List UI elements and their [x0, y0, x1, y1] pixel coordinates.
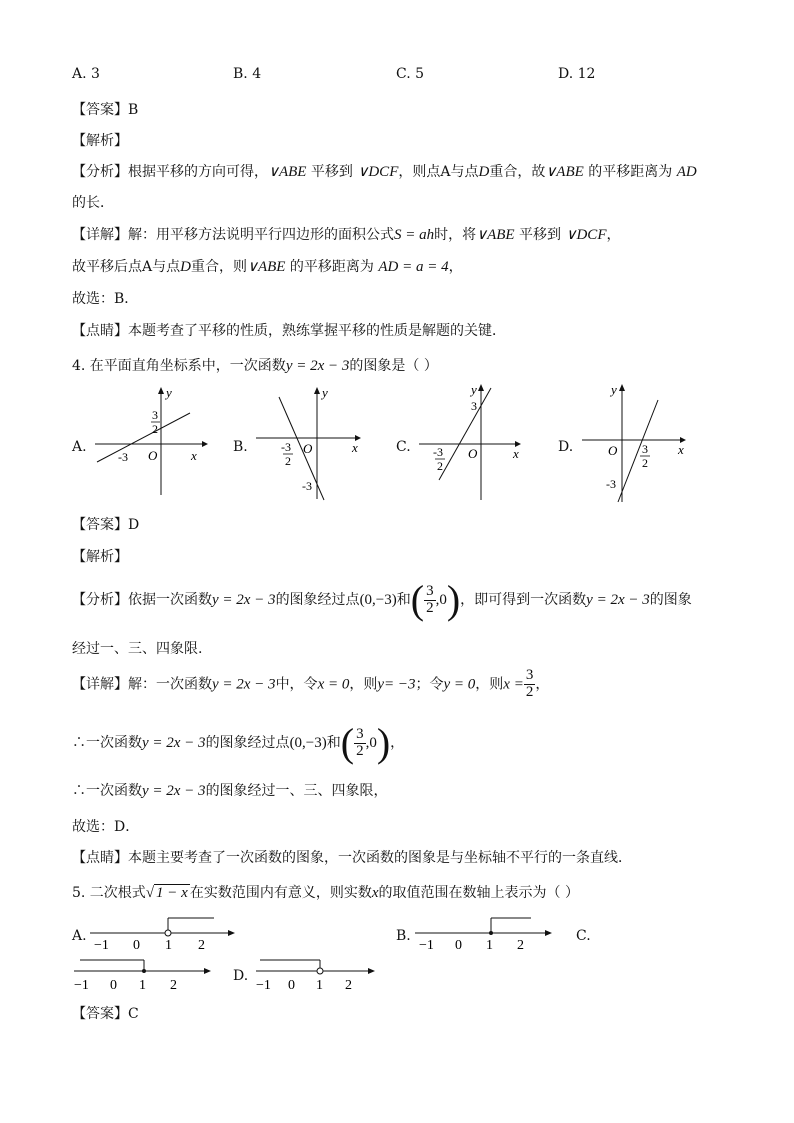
arrow-icon [204, 968, 211, 974]
text: 的取值范围在数轴上表示为（ ） [378, 885, 579, 901]
option-c: C. 5 [396, 66, 425, 82]
text: ；令 [415, 676, 444, 693]
math: AD = a = 4 [378, 259, 449, 275]
text: ， [535, 676, 550, 693]
q3-detail-line2 [72, 256, 463, 276]
text: ， [606, 227, 621, 243]
tick: 2 [170, 978, 177, 993]
text: 在实数范围内有意义，则实数 [189, 885, 372, 901]
q3-analysis [72, 161, 697, 181]
math: ∨ABE [268, 164, 307, 180]
tick: 0 [110, 978, 117, 993]
fraction [524, 668, 536, 701]
q3-comment [72, 320, 506, 340]
graph-d-label: D. [558, 439, 574, 455]
tick: 0 [133, 938, 140, 952]
y-tick: -3 [302, 479, 312, 493]
denominator: 2 [426, 599, 434, 616]
x-label: x [513, 446, 519, 461]
text: 本题主要考查了一次函数的图象，一次函数的图象是与坐标轴不平行的一条直线． [128, 850, 632, 866]
x-label: x [352, 440, 358, 455]
q5-stem [72, 882, 579, 902]
text: ，则 [349, 676, 378, 693]
function-line [97, 413, 190, 462]
q4-comment [72, 847, 632, 867]
answer-tag: 【答案】 [72, 102, 128, 118]
text: 中，令 [275, 676, 318, 693]
graph-a-label: A. [72, 439, 87, 455]
text: ，则点A与点 [398, 164, 479, 180]
math: ∨ABE [246, 259, 286, 275]
math: D [478, 164, 490, 180]
tick: 0 [288, 978, 295, 993]
math: x = [503, 676, 524, 693]
q4-stem [72, 355, 438, 375]
q4-so2 [72, 780, 388, 800]
number-line-c [72, 957, 222, 997]
number-line-a [88, 912, 238, 952]
sqrt-icon: √ [145, 885, 155, 901]
answer-tag: 【答案】 [72, 1006, 128, 1022]
text: 的平移距离为 [583, 164, 677, 180]
q4-so1 [72, 720, 405, 765]
text: 本题考查了平移的性质，熟练掌握平移的性质是解题的关键． [128, 323, 506, 339]
option-b: B. 4 [233, 66, 262, 82]
math: y = 0 [443, 676, 476, 693]
graph-b-label: B. [233, 439, 248, 455]
point: (0,−3) [359, 592, 397, 608]
y-arrow-icon [158, 387, 164, 394]
y-tick: -3 [606, 477, 616, 491]
number-line-b [413, 912, 563, 952]
text: 重合，则 [190, 259, 247, 275]
closed-dot [489, 931, 493, 935]
text: 4. 在平面直角坐标系中，一次函数 [72, 358, 286, 374]
answer-value: B [128, 102, 139, 118]
graph-d [578, 380, 690, 504]
point-tail: ,0 [365, 735, 377, 751]
math: x = 0 [317, 676, 350, 693]
y-tick-num: 3 [152, 408, 158, 422]
numerator: 3 [356, 725, 364, 742]
text: 的平移距离为 [285, 259, 379, 275]
q4-choice: 故选：D． [72, 819, 140, 835]
q3-detail [72, 224, 620, 244]
math: AD [676, 164, 697, 180]
x-tick-num: 3 [642, 442, 648, 456]
text: 的图象是（ ） [349, 358, 438, 374]
q5-option-b-label: B. [396, 928, 411, 944]
q4-analysis-cont: 经过一、三、四象限. [72, 641, 203, 657]
q5-option-a-label: A. [72, 928, 87, 944]
function-line [618, 400, 658, 502]
y-tick: 3 [471, 399, 477, 413]
x-label: x [678, 442, 684, 457]
text: ， [448, 259, 463, 275]
number-line-d [254, 957, 384, 997]
tick: 1 [486, 938, 493, 952]
y-arrow-icon [619, 384, 625, 391]
option-d: D. 12 [558, 66, 596, 82]
text: ∴一次函数 [72, 735, 142, 751]
analysis-tag: 【分析】 [72, 164, 128, 180]
graph-b [252, 383, 367, 501]
q5-answer [72, 1003, 139, 1023]
analysis-tag: 【分析】 [72, 592, 128, 608]
math: ∨DCF [357, 164, 399, 180]
text: 5. 二次根式 [72, 885, 146, 901]
arrow-icon [545, 930, 552, 936]
arrow-icon [368, 968, 375, 974]
text: 的图象 [649, 592, 692, 608]
math: ∨DCF [565, 227, 607, 243]
math: ∨ABE [476, 227, 515, 243]
graph-c-label: C. [396, 439, 411, 455]
left-paren: ( [340, 720, 355, 765]
origin-label: O [608, 443, 618, 458]
comment-tag: 【点睛】 [72, 850, 128, 866]
tick: −1 [256, 978, 271, 993]
y-arrow-icon [314, 387, 320, 394]
q3-answer [72, 99, 138, 119]
text: 的图象经过点 [275, 592, 360, 608]
option-a: A. 3 [72, 66, 100, 82]
text: 根据平移的方向可得， [128, 164, 268, 180]
text: 重合，故 [489, 164, 546, 180]
text: ∴一次函数 [72, 783, 142, 799]
right-paren: ) [446, 577, 461, 622]
text: 平移到 [514, 227, 566, 243]
fraction [424, 584, 436, 617]
text: 的图象经过一、三、四象限， [205, 783, 388, 799]
detail-tag: 【详解】 [72, 676, 128, 693]
text: 时，将 [434, 227, 477, 243]
numerator: 3 [426, 582, 434, 599]
q5-option-d-label: D. [233, 968, 249, 984]
q4-answer [72, 514, 139, 534]
point: (0,−3) [289, 735, 327, 751]
text: 的图象经过点 [205, 735, 290, 751]
math: y = 2x − 3 [212, 676, 276, 693]
x-tick-den: 2 [437, 459, 443, 473]
math: y= −3 [377, 676, 416, 693]
text: ，则 [475, 676, 504, 693]
graph-a [90, 383, 210, 498]
answer-value: C [128, 1006, 139, 1022]
radicand: 1 − x [156, 885, 188, 901]
text: 解：一次函数 [128, 676, 212, 693]
q4-jiexi-tag: 【解析】 [72, 549, 128, 565]
math: ∨ABE [545, 164, 584, 180]
math: S = ah [394, 227, 435, 243]
function-line [439, 388, 491, 480]
point-tail: ,0 [435, 592, 447, 608]
origin-label: O [148, 448, 158, 463]
y-label: y [322, 385, 328, 400]
math: y = 2x − 3 [142, 735, 206, 751]
tick: −1 [419, 938, 434, 952]
text: 依据一次函数 [128, 592, 212, 608]
answer-tag: 【答案】 [72, 517, 128, 533]
tick: −1 [94, 938, 109, 952]
y-arrow-icon [478, 384, 484, 391]
x-tick: -3 [118, 450, 128, 464]
x-tick-den: 2 [285, 454, 291, 468]
tick: 0 [455, 938, 462, 952]
comment-tag: 【点睛】 [72, 323, 128, 339]
tick: 1 [316, 978, 323, 993]
math: y = 2x − 3 [586, 592, 650, 608]
text: 平移到 [306, 164, 358, 180]
origin-label: O [468, 446, 478, 461]
q4-detail [72, 668, 549, 701]
tick: 1 [139, 978, 146, 993]
tick: 2 [517, 938, 524, 952]
open-circle [165, 930, 171, 936]
y-label: y [166, 385, 172, 400]
tick: 2 [345, 978, 352, 993]
y-label: y [611, 382, 617, 397]
math: y = 2x − 3 [212, 592, 276, 608]
y-label: y [471, 382, 477, 397]
tick: 2 [198, 938, 205, 952]
math: x [371, 885, 379, 901]
q5-option-c-label: C. [576, 928, 591, 944]
answer-value: D [128, 517, 140, 533]
text: 和 [326, 735, 341, 751]
x-tick-den: 2 [642, 456, 648, 470]
q3-jiexi-tag: 【解析】 [72, 133, 128, 149]
right-paren: ) [376, 720, 391, 765]
tick: 1 [165, 938, 172, 952]
closed-dot [142, 969, 146, 973]
text: 故平移后点A与点 [72, 259, 181, 275]
x-tick-num: -3 [433, 445, 443, 459]
math: y = 2x − 3 [142, 783, 206, 799]
detail-tag: 【详解】 [72, 227, 128, 243]
text: ， [390, 735, 405, 751]
tick: −1 [74, 978, 89, 993]
x-tick-num: -3 [281, 440, 291, 454]
text: ，即可得到一次函数 [460, 592, 587, 608]
text: 和 [396, 592, 411, 608]
y-tick-den: 2 [152, 422, 158, 436]
q3-choice: 故选：B． [72, 291, 139, 307]
origin-label: O [303, 441, 313, 456]
numerator: 3 [525, 667, 534, 683]
math: D [180, 259, 191, 275]
denominator: 2 [525, 683, 534, 700]
denominator: 2 [356, 742, 364, 759]
left-paren: ( [410, 577, 425, 622]
arrow-icon [228, 930, 235, 936]
x-label: x [191, 448, 197, 463]
fraction [354, 727, 366, 760]
x-arrow-icon [202, 441, 208, 447]
math: y = 2x − 3 [285, 358, 350, 374]
graph-c [415, 380, 525, 502]
open-circle [317, 968, 323, 974]
q3-analysis-cont: 的长． [72, 195, 114, 211]
q4-analysis [72, 577, 692, 622]
text: 解：用平移方法说明平行四边形的面积公式 [128, 227, 394, 243]
